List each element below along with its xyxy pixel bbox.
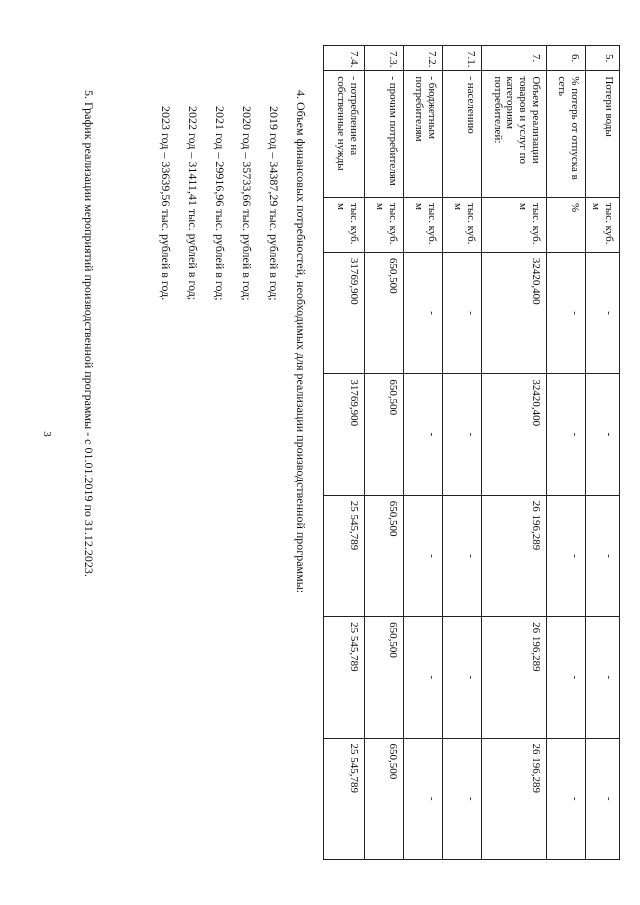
year-value-cell: - [442, 252, 481, 373]
year-value-cell: - [585, 738, 619, 859]
financial-needs-section [146, 90, 308, 850]
year-value-cell: 26 196,289 [481, 738, 546, 859]
financial-needs-line: 2021 год – 29916,96 тыс. рублей в год; [213, 106, 227, 301]
year-value-cell: - [546, 374, 585, 495]
year-value-cell: - [585, 495, 619, 616]
financial-needs-line: 2022 год – 31411,41 тыс. рублей в год; [186, 106, 200, 301]
schedule-heading: 5. График реализации мероприятий производственной программы - с 01.01.2019 по 31.12.2023. [82, 90, 96, 577]
year-value-cell: - [442, 495, 481, 616]
row-number-cell: 7.1. [442, 46, 481, 71]
year-value-cell: 650,500 [364, 374, 403, 495]
financial-needs-line: 2020 год – 35733,66 тыс. рублей в год; [240, 106, 254, 301]
table-body [323, 46, 619, 860]
year-value-cell: - [546, 252, 585, 373]
indicator-name-cell: - потребление на собственные нужды [323, 71, 364, 198]
unit-cell: тыс. куб. м [364, 198, 403, 253]
unit-cell: тыс. куб. м [585, 198, 619, 253]
year-value-cell: - [585, 252, 619, 373]
year-value-cell: - [442, 738, 481, 859]
schedule-section [69, 90, 108, 850]
production-program-table [323, 45, 620, 860]
year-value-cell: - [403, 374, 442, 495]
indicator-name-cell: - населению [442, 71, 481, 198]
year-value-cell: - [546, 495, 585, 616]
row-number-cell: 7.2. [403, 46, 442, 71]
year-value-cell: 25 545,789 [323, 495, 364, 616]
table-row [323, 46, 364, 860]
year-value-cell: 650,500 [364, 738, 403, 859]
row-number-cell: 7.4. [323, 46, 364, 71]
unit-cell: % [546, 198, 585, 253]
year-value-cell: 32420,400 [481, 252, 546, 373]
year-value-cell: - [442, 617, 481, 738]
year-value-cell: - [546, 738, 585, 859]
unit-cell: тыс. куб. м [442, 198, 481, 253]
table-row [403, 46, 442, 860]
year-value-cell: - [546, 617, 585, 738]
year-value-cell: 650,500 [364, 617, 403, 738]
unit-cell: тыс. куб. м [481, 198, 546, 253]
unit-cell: тыс. куб. м [323, 198, 364, 253]
year-value-cell: 26 196,289 [481, 617, 546, 738]
year-value-cell: - [585, 374, 619, 495]
year-value-cell: - [403, 495, 442, 616]
row-number-cell: 5. [585, 46, 619, 71]
table-row [442, 46, 481, 860]
indicator-name-cell: Потери воды [585, 71, 619, 198]
row-number-cell: 7. [481, 46, 546, 71]
unit-cell: тыс. куб. м [403, 198, 442, 253]
financial-needs-heading: 4. Объем финансовых потребностей, необходимых для реализации производственной программы: [294, 90, 308, 594]
year-value-cell: 25 545,789 [323, 617, 364, 738]
year-value-cell: 32420,400 [481, 374, 546, 495]
year-value-cell: 650,500 [364, 495, 403, 616]
indicator-name-cell: - бюджетным потребителям [403, 71, 442, 198]
year-value-cell: - [403, 738, 442, 859]
row-number-cell: 6. [546, 46, 585, 71]
year-value-cell: 26 196,289 [481, 495, 546, 616]
page-number: 3 [40, 431, 53, 437]
rotated-sheet [60, 45, 620, 860]
year-value-cell: - [585, 617, 619, 738]
indicator-name-cell: % потерь от отпуска в сеть [546, 71, 585, 198]
table-row [364, 46, 403, 860]
year-value-cell: 31769,900 [323, 374, 364, 495]
table-row [585, 46, 619, 860]
table-row [546, 46, 585, 860]
financial-needs-line: 2023 год – 33639,56 тыс. рублей в год. [159, 106, 173, 301]
year-value-cell: 25 545,789 [323, 738, 364, 859]
year-value-cell: - [403, 617, 442, 738]
row-number-cell: 7.3. [364, 46, 403, 71]
year-value-cell: - [442, 374, 481, 495]
financial-needs-line: 2019 год – 34387,29 тыс. рублей в год; [267, 106, 281, 301]
table-row [481, 46, 546, 860]
year-value-cell: - [403, 252, 442, 373]
indicator-name-cell: - прочим потребителям [364, 71, 403, 198]
year-value-cell: 650,500 [364, 252, 403, 373]
year-value-cell: 31769,900 [323, 252, 364, 373]
indicator-name-cell: Объем реализации товаров и услуг по категориям потребителей: [481, 71, 546, 198]
